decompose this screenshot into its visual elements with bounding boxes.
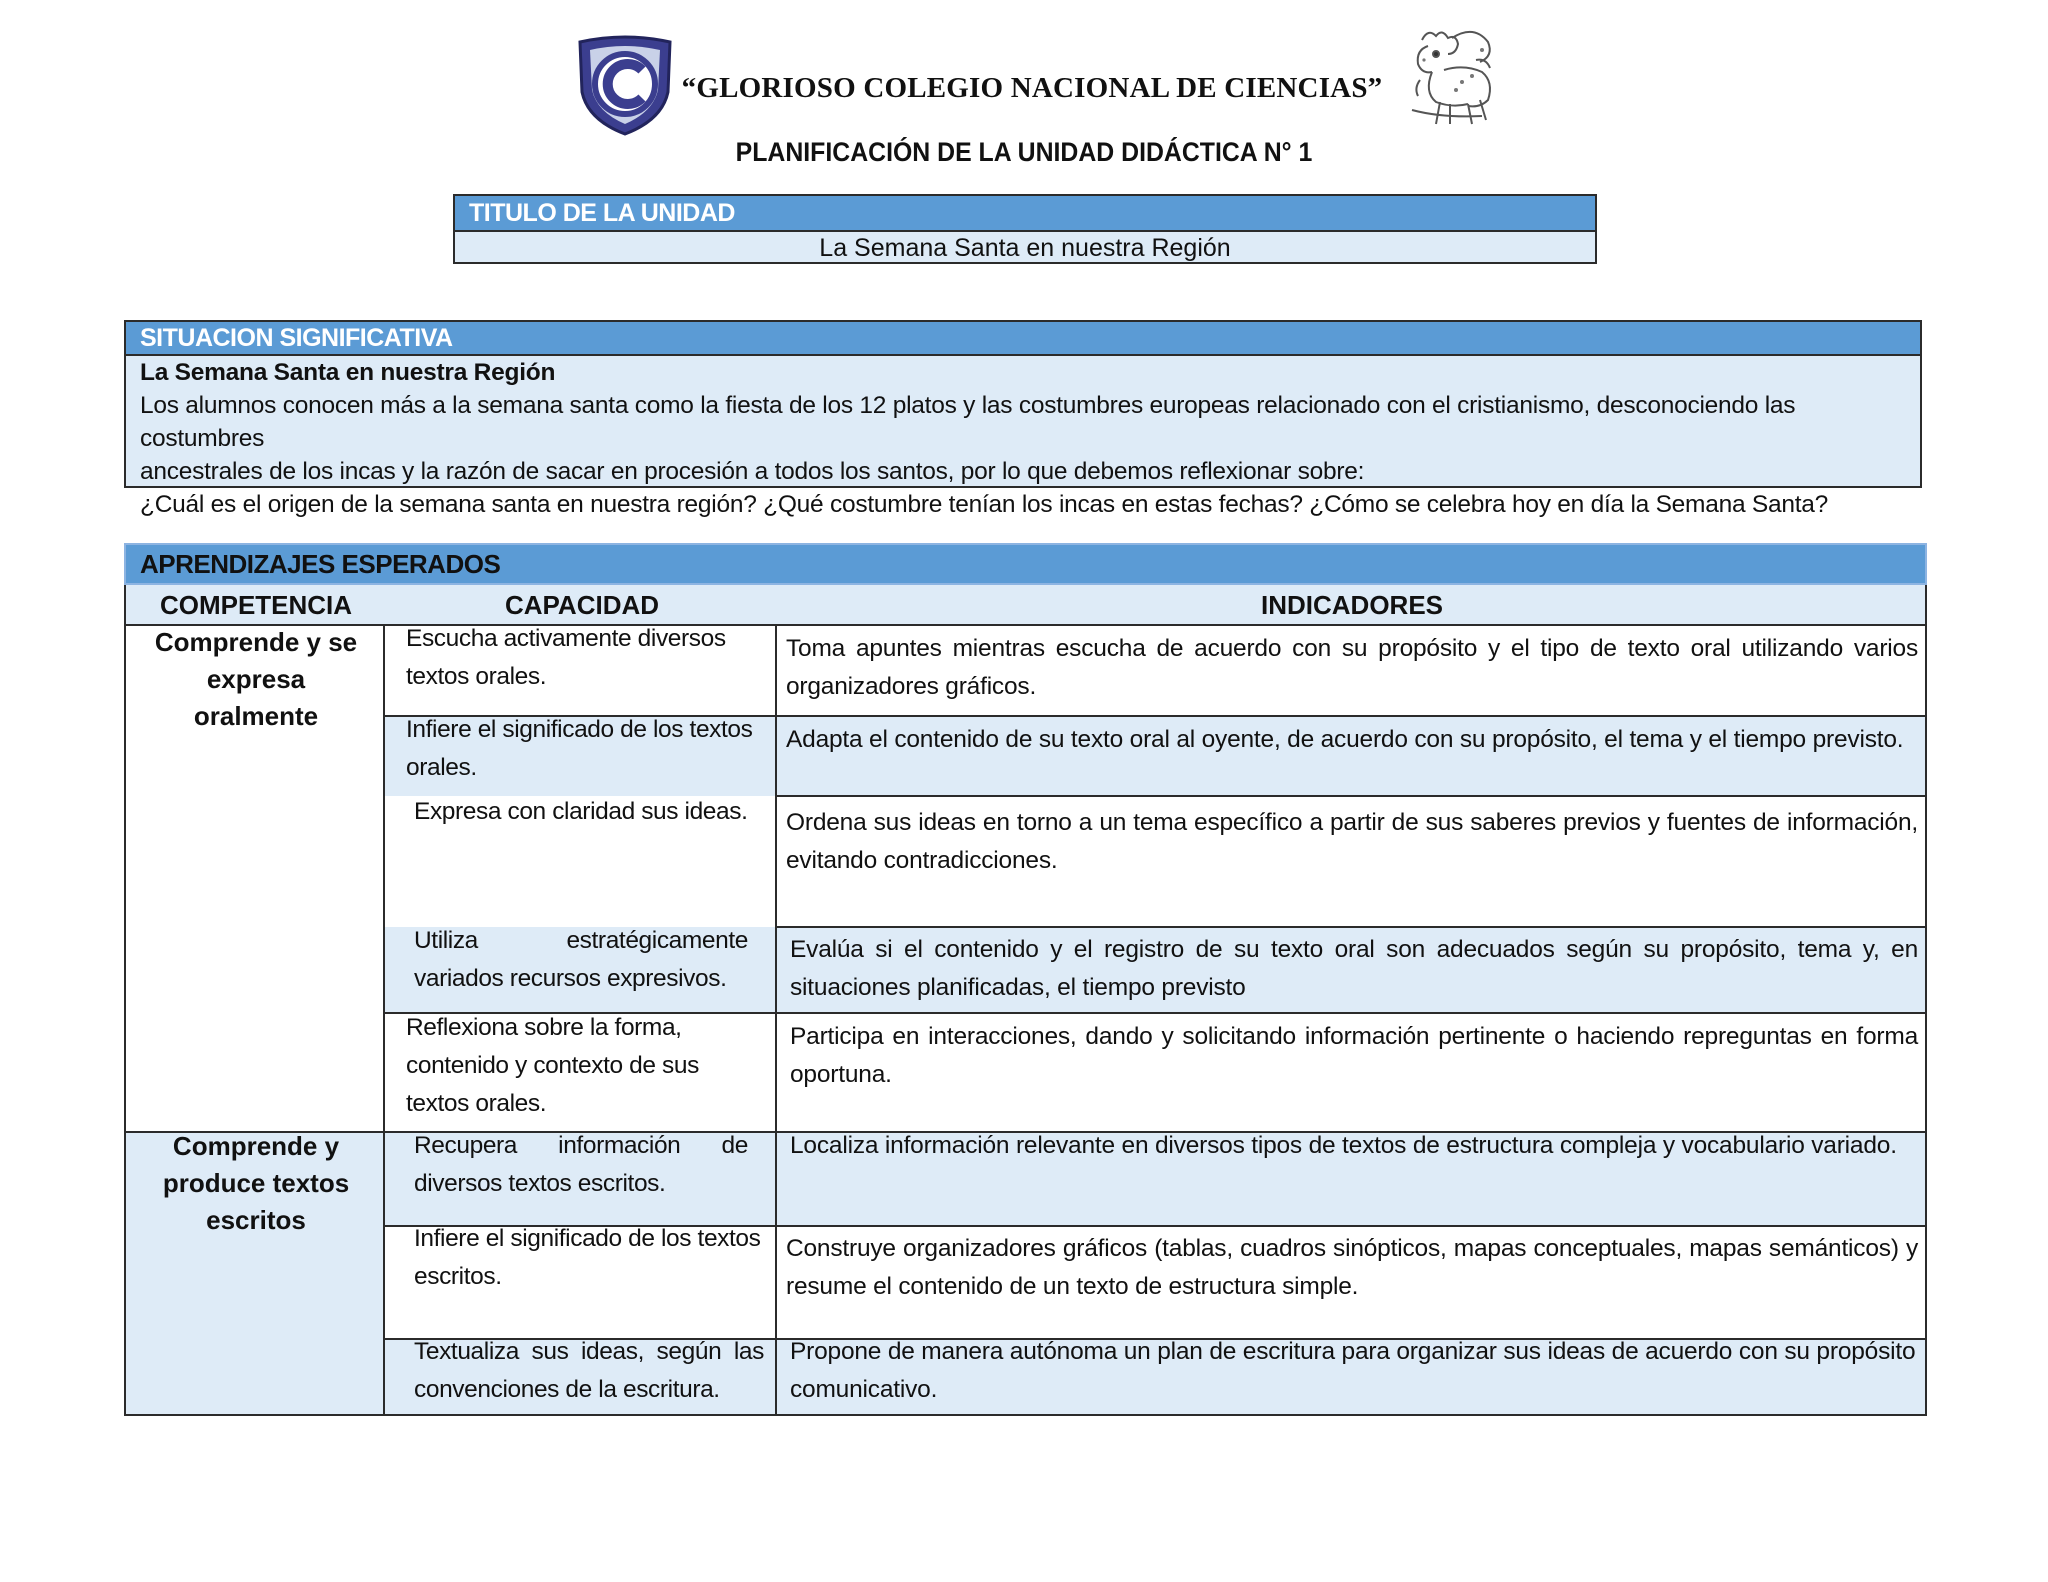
document-title: PLANIFICACIÓN DE LA UNIDAD DIDÁCTICA N° 1 <box>735 137 1313 167</box>
situation-subtitle: La Semana Santa en nuestra Región <box>140 359 556 386</box>
column-header-indicadores: INDICADORES <box>1260 590 1443 620</box>
significant-situation-box <box>124 320 1922 518</box>
indicator-cell: Ordena sus ideas en torno a un tema específico a partir de sus saberes previos y fuentes de información, evitando contradicciones. <box>786 809 1918 874</box>
table-column-headers <box>124 585 1927 625</box>
situation-line: Los alumnos conocen más a la semana santa como la fiesta de los 12 platos y las costumbres europeas relacionado con el cristianismo, desconociendo las costumbres <box>140 392 1796 452</box>
indicator-cell: Evalúa si el contenido y el registro de su texto oral son adecuados según su propósito, tema y, en situaciones planificadas, el tiempo previsto <box>790 936 1918 1001</box>
indicator-cell: Localiza información relevante en diversos tipos de textos de estructura compleja y vocabulario variado. <box>790 1132 1897 1159</box>
unit-title-value: La Semana Santa en nuestra Región <box>455 232 1595 262</box>
school-shield-logo-icon <box>576 34 674 136</box>
competence-cell: Comprende y produce textos escritos <box>162 1131 350 1235</box>
indicator-cell: Propone de manera autónoma un plan de escritura para organizar sus ideas de acuerdo con su propósito comunicativo. <box>790 1338 1916 1403</box>
school-name: “GLORIOSO COLEGIO NACIONAL DE CIENCIAS” <box>681 72 1383 104</box>
capacity-cell: Expresa con claridad sus ideas. <box>414 798 748 825</box>
situation-label: SITUACION SIGNIFICATIVA <box>126 322 1920 356</box>
capacity-cell: Reflexiona sobre la forma, contenido y contexto de sus textos orales. <box>406 1014 699 1117</box>
competence-cell: Comprende y se expresa oralmente <box>154 627 358 731</box>
capacity-cell: Escucha activamente diversos textos orales. <box>406 625 726 690</box>
unit-title-label: TITULO DE LA UNIDAD <box>455 196 1595 232</box>
capacity-cell: Recupera información de diversos textos escritos. <box>414 1132 748 1197</box>
indicator-cell: Adapta el contenido de su texto oral al oyente, de acuerdo con su propósito, el tema y el tiempo previsto. <box>786 726 1904 753</box>
indicator-cell: Participa en interacciones, dando y solicitando información pertinente o haciendo repreguntas en forma oportuna. <box>790 1023 1918 1088</box>
capacity-cell: Utiliza estratégicamente variados recursos expresivos. <box>414 927 748 992</box>
indicator-cell: Toma apuntes mientras escucha de acuerdo con su propósito y el tipo de texto oral utilizando varios organizadores gráficos. <box>786 635 1918 700</box>
capacity-cell: Infiere el significado de los textos escritos. <box>414 1225 761 1290</box>
capacity-cell: Textualiza sus ideas, según las convenciones de la escritura. <box>414 1338 764 1403</box>
alpaca-drawing-icon <box>1392 20 1500 130</box>
learning-outcomes-header: APRENDIZAJES ESPERADOS <box>124 543 1927 585</box>
capacity-cell: Infiere el significado de los textos orales. <box>406 716 753 781</box>
column-header-competencia: COMPETENCIA <box>159 590 353 620</box>
unit-title-box <box>453 194 1597 264</box>
situation-line: ¿Cuál es el origen de la semana santa en nuestra región? ¿Qué costumbre tenían los incas en estas fechas? ¿Cómo se celebra hoy en día la Semana Santa? <box>140 491 1829 518</box>
situation-content <box>126 356 1920 518</box>
situation-line: ancestrales de los incas y la razón de sacar en procesión a todos los santos, por lo que debemos reflexionar sobre: <box>140 458 1365 485</box>
column-header-capacidad: CAPACIDAD <box>504 590 660 620</box>
indicator-cell: Construye organizadores gráficos (tablas, cuadros sinópticos, mapas conceptuales, mapas semánticos) y resume el contenido de un texto de estructura simple. <box>786 1235 1918 1300</box>
